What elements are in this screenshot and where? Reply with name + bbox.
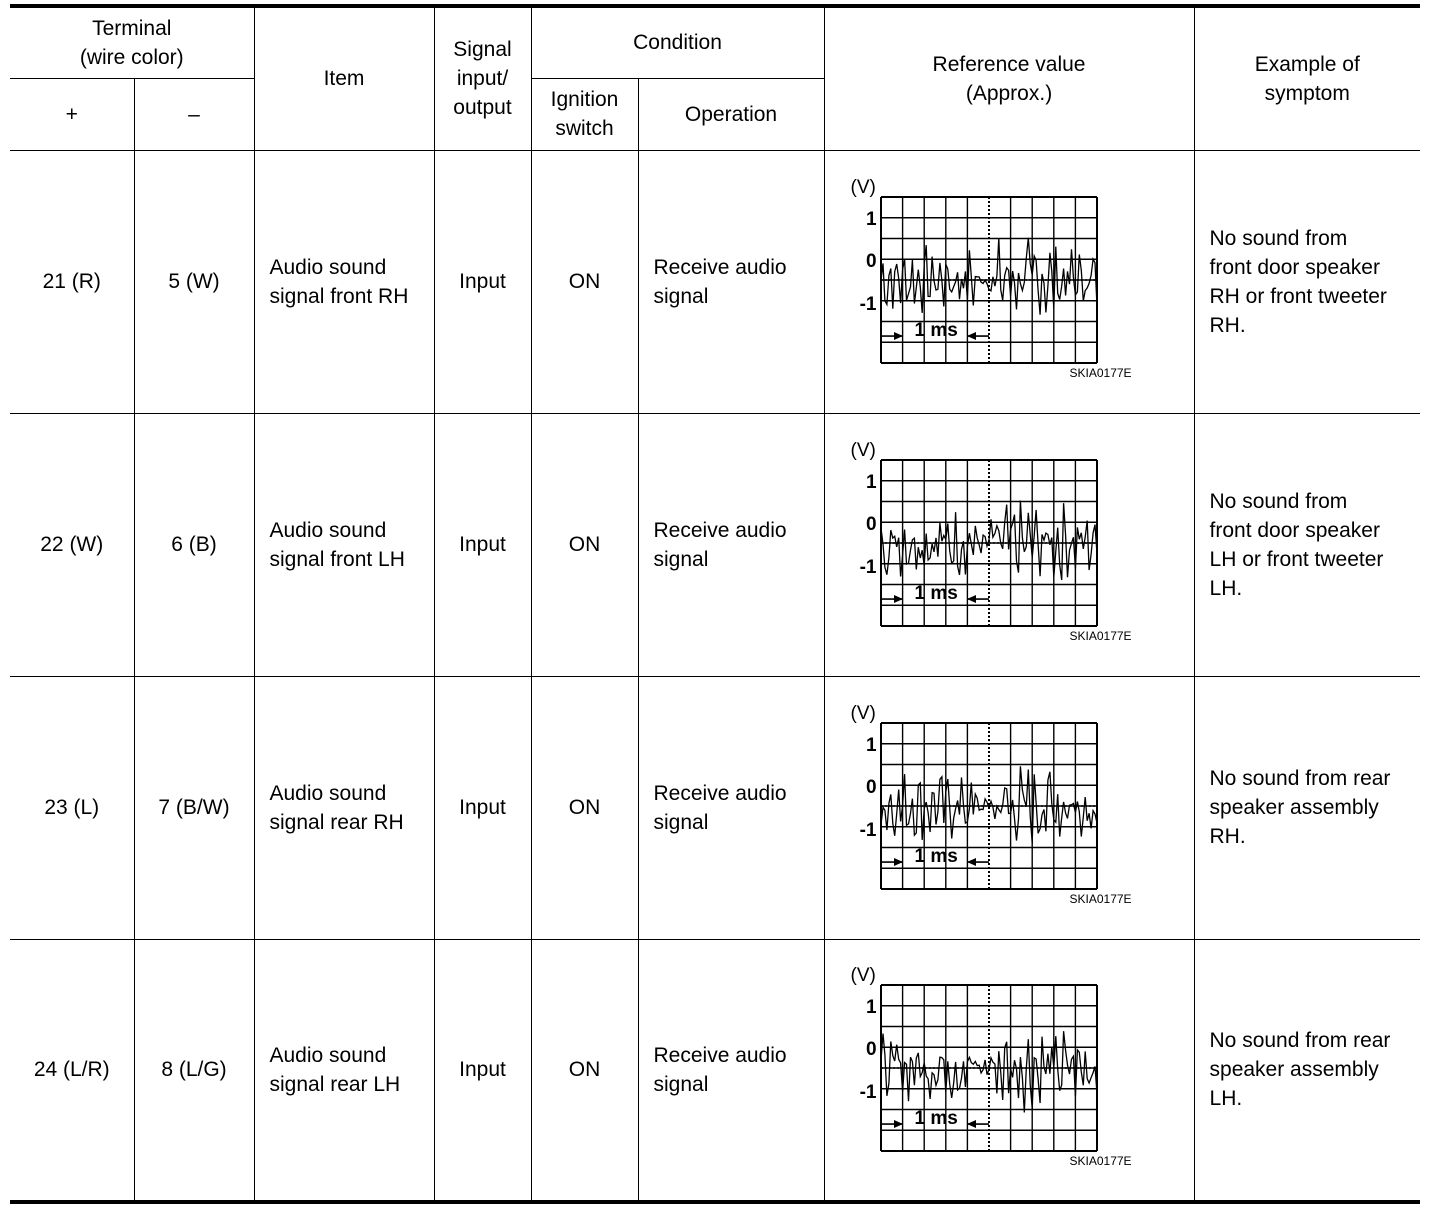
ignition-cell: ON [531,939,638,1202]
header-ignition: Ignition switch [531,78,638,150]
terminal-minus: 8 (L/G) [134,939,254,1202]
y-tick-label: 1 [865,208,877,230]
terminal-minus: 5 (W) [134,150,254,413]
figure-code: SKIA0177E [1069,628,1132,643]
terminal-minus: 6 (B) [134,413,254,676]
header-reference: Reference value (Approx.) [824,6,1194,150]
y-tick-label: -1 [859,1081,877,1103]
arrowhead-icon [967,332,976,340]
table-row [10,939,1420,1202]
header-signal: Signal input/ output [434,6,531,150]
arrowhead-icon [967,595,976,603]
reference-cell [824,939,1194,1202]
y-tick-label: -1 [859,819,877,841]
arrowhead-icon [967,1120,976,1128]
arrowhead-icon [894,332,903,340]
operation-cell: Receive audio signal [638,413,824,676]
signal-io-cell: Input [434,150,531,413]
header-operation: Operation [638,78,824,150]
waveform-graph [835,177,1185,387]
ignition-cell: ON [531,150,638,413]
figure-code: SKIA0177E [1069,891,1132,906]
header-minus: – [134,78,254,150]
y-tick-label: 0 [865,776,877,798]
oscilloscope-waveform [835,965,1185,1175]
signal-io-cell: Input [434,413,531,676]
voltage-unit-label: (V) [850,964,876,986]
signal-io-cell: Input [434,939,531,1202]
oscilloscope-waveform [835,440,1185,650]
y-tick-label: 0 [865,250,877,272]
header-symptom: Example of symptom [1194,6,1420,150]
header-condition: Condition [531,6,824,78]
figure-code: SKIA0177E [1069,365,1132,380]
header-terminal: Terminal (wire color) [10,6,254,78]
voltage-unit-label: (V) [850,439,876,461]
table-row [10,676,1420,939]
symptom-cell: No sound from front door speaker RH or front tweeter RH. [1194,150,1420,413]
item-cell: Audio sound signal front RH [254,150,434,413]
y-tick-label: -1 [859,293,877,315]
header-item: Item [254,6,434,150]
item-cell: Audio sound signal front LH [254,413,434,676]
item-cell: Audio sound signal rear RH [254,676,434,939]
voltage-unit-label: (V) [850,176,876,198]
scope-grid [881,460,1097,626]
ignition-cell: ON [531,413,638,676]
reference-cell [824,676,1194,939]
y-tick-label: 0 [865,513,877,535]
operation-cell: Receive audio signal [638,939,824,1202]
symptom-cell: No sound from rear speaker assembly RH. [1194,676,1420,939]
table-row [10,150,1420,413]
terminal-plus: 22 (W) [10,413,134,676]
item-cell: Audio sound signal rear LH [254,939,434,1202]
waveform-graph [835,965,1185,1175]
waveform-graph [835,703,1185,913]
time-scale-label: 1 ms [914,845,958,867]
y-tick-label: 0 [865,1038,877,1060]
arrowhead-icon [894,1120,903,1128]
symptom-cell: No sound from front door speaker LH or front tweeter LH. [1194,413,1420,676]
time-scale-label: 1 ms [914,1107,958,1129]
arrowhead-icon [894,595,903,603]
operation-cell: Receive audio signal [638,676,824,939]
y-tick-label: -1 [859,556,877,578]
terminal-spec-table [10,4,1420,1204]
terminal-plus: 24 (L/R) [33,1058,110,1082]
reference-cell [824,150,1194,413]
oscilloscope-waveform [835,177,1185,387]
table-row [10,413,1420,676]
terminal-plus: 21 (R) [10,150,134,413]
arrowhead-icon [894,858,903,866]
time-scale-label: 1 ms [914,582,958,604]
signal-io-cell: Input [434,676,531,939]
waveform-trace [881,1031,1097,1112]
terminal-plus: 23 (L) [10,676,134,939]
voltage-unit-label: (V) [850,702,876,724]
oscilloscope-waveform [835,703,1185,913]
header-plus: + [10,78,134,150]
waveform-graph [835,440,1185,650]
operation-cell: Receive audio signal [638,150,824,413]
ignition-cell: ON [531,676,638,939]
terminal-minus: 7 (B/W) [134,676,254,939]
y-tick-label: 1 [865,996,877,1018]
reference-cell [824,413,1194,676]
y-tick-label: 1 [865,734,877,756]
time-scale-label: 1 ms [914,319,958,341]
figure-code: SKIA0177E [1069,1153,1132,1168]
symptom-cell: No sound from rear speaker assembly LH. [1194,939,1420,1202]
y-tick-label: 1 [865,471,877,493]
arrowhead-icon [967,858,976,866]
